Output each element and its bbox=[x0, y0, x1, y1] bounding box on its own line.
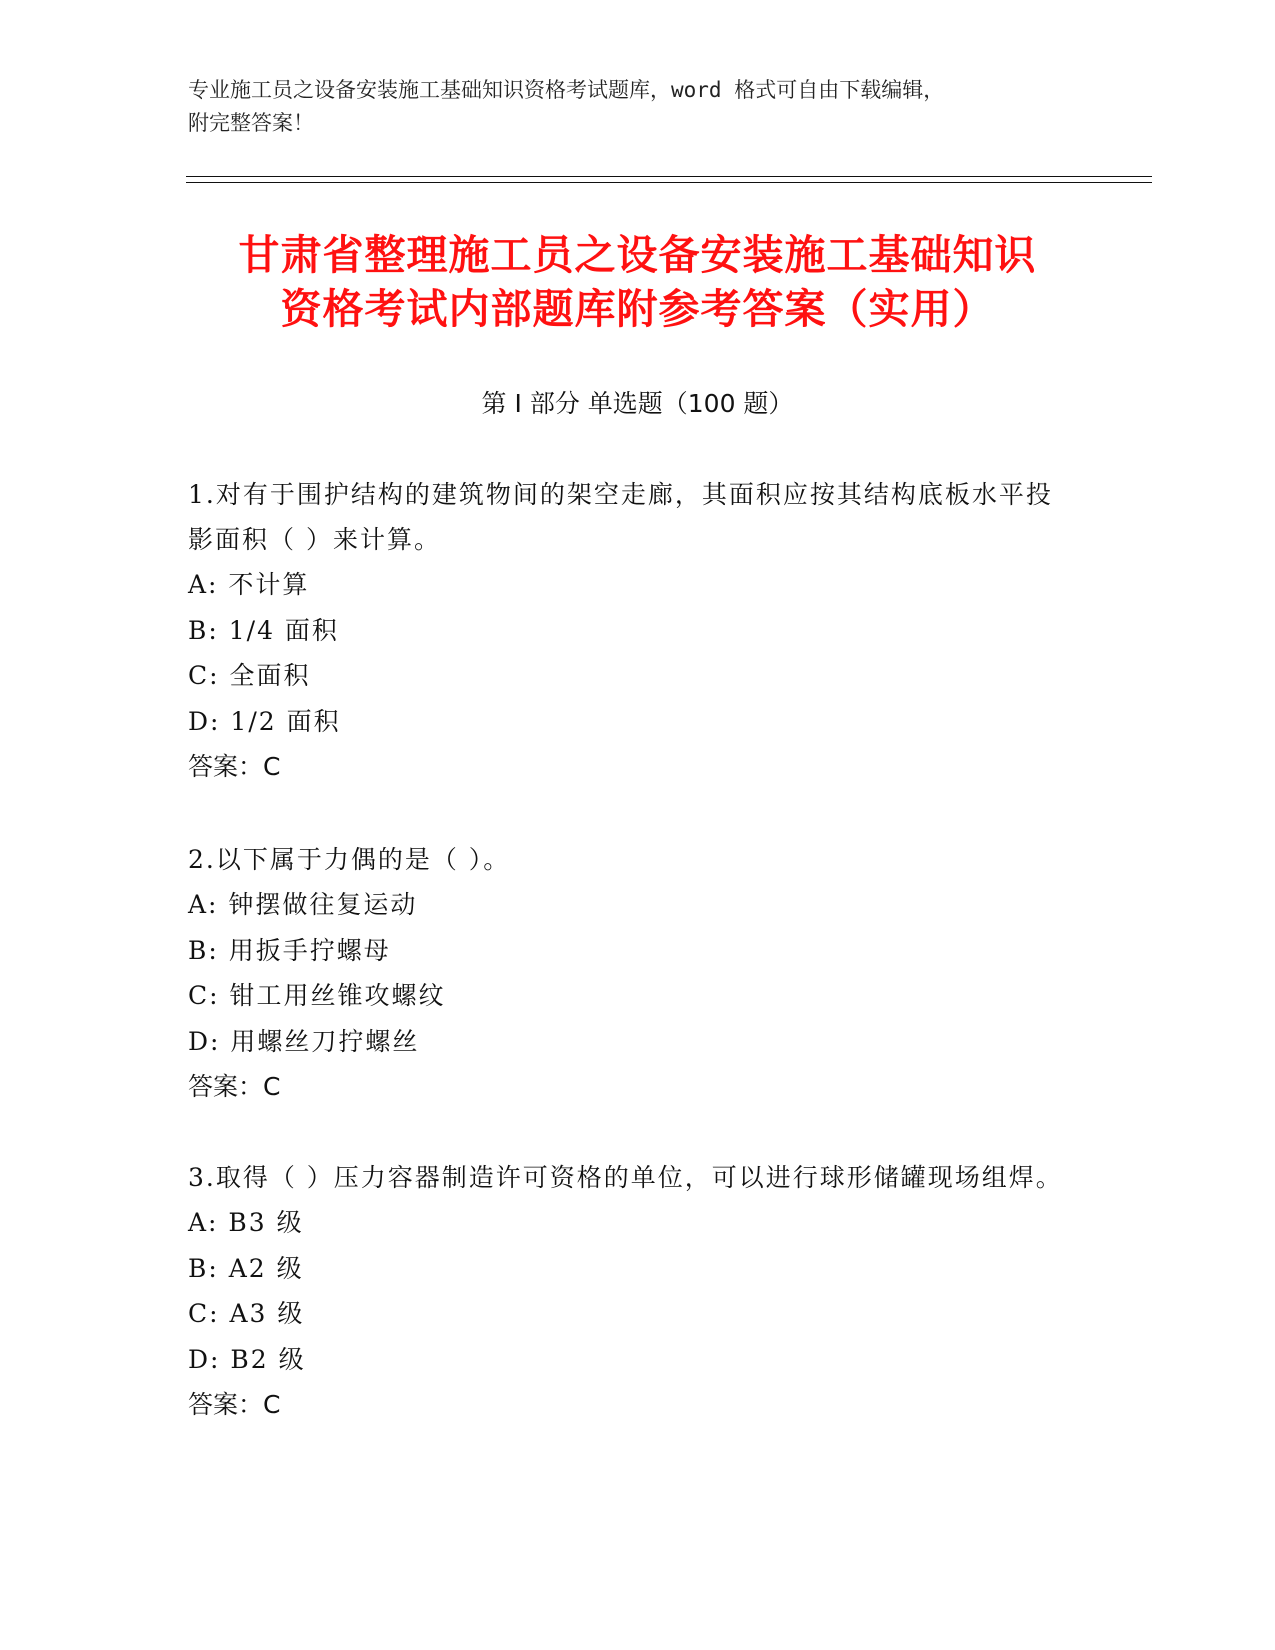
answer: 答案：C bbox=[188, 1390, 281, 1419]
option-a: A: 钟摆做往复运动 bbox=[188, 890, 418, 919]
section-heading: 第 I 部分 单选题（100 题） bbox=[481, 389, 794, 418]
question-2 bbox=[188, 837, 1078, 1109]
option-b: B: A2 级 bbox=[188, 1253, 304, 1283]
option-a: A: 不计算 bbox=[188, 570, 310, 599]
option-b: B: 1/4 面积 bbox=[188, 615, 339, 645]
question-stem: 1.对有于围护结构的建筑物间的架空走廊，其面积应按其结构底板水平投影面积（ ）来计算。 bbox=[188, 480, 1053, 554]
answer: 答案：C bbox=[188, 1072, 281, 1101]
answer: 答案：C bbox=[188, 752, 281, 781]
document-title-line-1: 甘肃省整理施工员之设备安装施工基础知识 bbox=[238, 231, 1037, 279]
option-a: A: B3 级 bbox=[188, 1208, 304, 1237]
question-3 bbox=[188, 1155, 1078, 1427]
option-d: D: B2 级 bbox=[188, 1344, 306, 1374]
option-c: C: 全面积 bbox=[188, 661, 311, 690]
option-b: B: 用扳手拧螺母 bbox=[188, 935, 391, 965]
header-divider-bottom bbox=[186, 182, 1152, 183]
header-note-line-1: 专业施工员之设备安装施工基础知识资格考试题库，word 格式可自由下载编辑， bbox=[188, 78, 945, 102]
header-note bbox=[188, 74, 1088, 140]
document-title bbox=[160, 228, 1115, 336]
question-stem: 3.取得（ ）压力容器制造许可资格的单位，可以进行球形储罐现场组焊。 bbox=[188, 1163, 1063, 1192]
option-c: C: A3 级 bbox=[188, 1299, 305, 1328]
header-note-line-2: 附完整答案！ bbox=[188, 111, 314, 135]
header-divider-top bbox=[186, 176, 1152, 177]
option-c: C: 钳工用丝锥攻螺纹 bbox=[188, 981, 446, 1010]
question-1 bbox=[188, 472, 1078, 789]
document-title-line-2: 资格考试内部题库附参考答案（实用） bbox=[280, 285, 995, 333]
option-d: D: 用螺丝刀拧螺丝 bbox=[188, 1026, 420, 1056]
question-stem: 2.以下属于力偶的是（ ）。 bbox=[188, 845, 511, 874]
option-d: D: 1/2 面积 bbox=[188, 706, 341, 736]
